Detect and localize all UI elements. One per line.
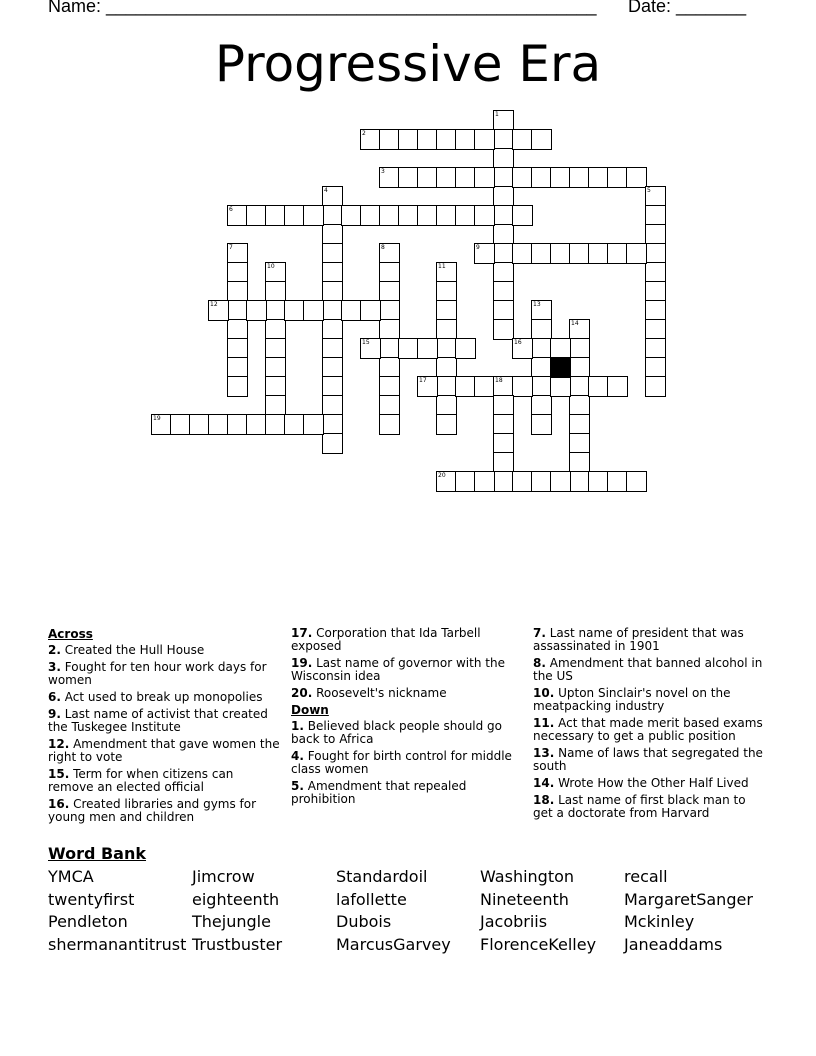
grid-cell-number: 11 [438,263,446,270]
grid-cell-number: 9 [476,244,480,251]
grid-cell[interactable] [493,471,514,492]
grid-cell[interactable] [607,471,628,492]
crossword-grid [0,0,816,500]
grid-cell[interactable] [227,338,248,359]
grid-cell[interactable] [303,205,324,226]
word-bank-item: eighteenth [192,889,280,909]
grid-cell[interactable] [417,167,438,188]
grid-cell[interactable] [531,471,552,492]
grid-cell[interactable] [246,205,267,226]
across-heading: Across [48,627,93,641]
grid-cell[interactable] [550,243,571,264]
word-bank-item: Standardoil [336,867,428,886]
word-bank-item: shermanantitrust [48,935,187,955]
grid-cell[interactable] [531,243,552,264]
name-field: Name: _________________________________________________ [48,0,597,16]
grid-cell[interactable] [569,167,590,188]
grid-cell[interactable] [227,319,248,340]
grid-cell[interactable] [265,205,286,226]
grid-cell[interactable] [569,452,590,473]
grid-cell[interactable] [322,376,343,397]
grid-cell[interactable] [417,205,438,226]
grid-cell[interactable] [645,186,666,207]
grid-cell-number: 2 [362,130,366,137]
grid-cell[interactable] [493,452,514,473]
grid-cell[interactable] [493,224,514,245]
grid-cell[interactable] [645,281,666,302]
grid-cell[interactable] [455,338,476,359]
grid-cell[interactable] [379,262,400,283]
grid-cell[interactable] [645,338,666,359]
grid-cell[interactable] [360,129,381,150]
word-bank-item: recall [624,867,668,886]
grid-cell[interactable] [645,205,666,226]
grid-cell[interactable] [569,243,590,264]
clue-across-12: 12. Amendment that gave women the right to vote [48,737,280,764]
grid-cell[interactable] [265,338,286,359]
clue-down-7: 7. Last name of president that was assassinated in 1901 [533,626,744,653]
grid-cell[interactable] [474,243,495,264]
grid-cell[interactable] [531,414,552,435]
grid-cell[interactable] [379,414,400,435]
grid-cell[interactable] [512,376,533,397]
grid-cell[interactable] [284,205,305,226]
clue-down-14: 14. Wrote How the Other Half Lived [533,776,749,790]
grid-cell[interactable] [265,262,286,283]
grid-cell[interactable] [246,300,267,321]
grid-cell[interactable] [436,338,457,359]
grid-cell[interactable] [645,224,666,245]
word-bank-item: Jacobriis [480,912,548,932]
grid-cell[interactable] [379,243,400,264]
grid-cell[interactable] [607,167,628,188]
grid-cell[interactable] [550,376,571,397]
grid-cell-number: 18 [495,377,503,384]
grid-cell[interactable] [322,338,343,359]
clue-down-11: 11. Act that made merit based exams necessary to get a public position [533,716,763,743]
word-bank-item: Janeaddams [624,935,723,955]
grid-cell[interactable] [322,243,343,264]
grid-cell[interactable] [322,300,343,321]
grid-cell[interactable] [322,357,343,378]
grid-cell[interactable] [493,148,514,169]
clue-column-3 [533,627,765,824]
grid-cell[interactable] [436,300,457,321]
grid-cell[interactable] [436,167,457,188]
grid-cell[interactable] [645,357,666,378]
grid-cell[interactable] [588,376,609,397]
grid-cell[interactable] [227,376,248,397]
grid-cell[interactable] [436,205,457,226]
word-bank-title: Word Bank [48,844,147,863]
grid-cell[interactable] [493,167,514,188]
grid-cell[interactable] [512,167,533,188]
grid-cell[interactable] [341,205,362,226]
grid-cell[interactable] [626,167,647,188]
grid-cell[interactable] [322,319,343,340]
grid-cell[interactable] [531,395,552,416]
grid-cell-number: 19 [153,415,161,422]
grid-cell[interactable] [208,414,229,435]
grid-cell[interactable] [645,319,666,340]
grid-cell[interactable] [493,281,514,302]
clue-across-20: 20. Roosevelt's nickname [291,686,447,700]
clue-across-17: 17. Corporation that Ida Tarbell exposed [291,626,481,653]
clue-across-6: 6. Act used to break up monopolies [48,690,263,704]
grid-cell[interactable] [436,129,457,150]
grid-cell[interactable] [398,338,419,359]
grid-cell-number: 3 [381,168,385,175]
word-bank-item: Thejungle [192,912,271,932]
grid-cell-number: 15 [362,339,370,346]
grid-cell[interactable] [493,205,514,226]
word-bank-item: Mckinley [624,912,695,932]
grid-cell[interactable] [227,243,248,264]
grid-cell[interactable] [360,300,381,321]
clue-across-3: 3. Fought for ten hour work days for women [48,660,267,687]
grid-cell[interactable] [436,281,457,302]
grid-cell[interactable] [626,243,647,264]
grid-cell[interactable] [246,414,267,435]
word-bank-item: MarcusGarvey [336,935,451,955]
grid-cell[interactable] [588,243,609,264]
grid-cell-number: 12 [210,301,218,308]
clue-down-8: 8. Amendment that banned alcohol in the US [533,656,763,683]
grid-cell[interactable] [569,319,590,340]
grid-cell[interactable] [151,414,172,435]
grid-cell[interactable] [322,433,343,454]
grid-cell[interactable] [531,357,552,378]
grid-cell[interactable] [379,357,400,378]
grid-cell-number: 16 [514,339,522,346]
grid-cell[interactable] [474,376,495,397]
grid-cell[interactable] [569,414,590,435]
grid-cell[interactable] [379,395,400,416]
grid-cell[interactable] [265,300,286,321]
grid-cell-number: 17 [419,377,427,384]
grid-cell[interactable] [645,300,666,321]
grid-cell[interactable] [493,300,514,321]
grid-cell[interactable] [645,243,666,264]
grid-cell[interactable] [569,376,590,397]
word-bank-item: MargaretSanger [624,889,753,909]
date-field: Date: _______ [628,0,747,16]
clue-down-13: 13. Name of laws that segregated the south [533,746,763,773]
grid-cell[interactable] [322,205,343,226]
grid-cell[interactable] [512,243,533,264]
grid-cell[interactable] [379,281,400,302]
clue-across-2: 2. Created the Hull House [48,643,205,657]
clue-column-2 [291,627,523,810]
grid-cell[interactable] [569,433,590,454]
clue-down-4: 4. Fought for birth control for middle class women [291,749,512,776]
grid-cell[interactable] [569,357,590,378]
grid-black-cell [550,357,571,378]
grid-cell[interactable] [398,167,419,188]
grid-cell-number: 4 [324,187,328,194]
grid-cell[interactable] [265,357,286,378]
grid-cell[interactable] [493,186,514,207]
grid-cell[interactable] [569,338,590,359]
grid-cell[interactable] [493,433,514,454]
grid-cell[interactable] [322,224,343,245]
word-bank-item: Nineteenth [480,889,569,909]
grid-cell-number: 6 [229,206,233,213]
grid-cell[interactable] [493,243,514,264]
clue-column-1 [48,627,280,828]
grid-cell[interactable] [417,338,438,359]
clue-across-19: 19. Last name of governor with the Wisconsin idea [291,656,505,683]
grid-cell[interactable] [588,471,609,492]
grid-cell[interactable] [265,414,286,435]
grid-cell[interactable] [550,471,571,492]
page-title: Progressive Era [214,35,602,93]
grid-cell[interactable] [531,167,552,188]
grid-cell[interactable] [474,129,495,150]
grid-cell[interactable] [455,471,476,492]
grid-cell[interactable] [569,471,590,492]
grid-cell-number: 13 [533,301,541,308]
grid-cell[interactable] [303,414,324,435]
grid-cell[interactable] [322,186,343,207]
grid-cell-number: 1 [495,111,499,118]
grid-cell[interactable] [493,129,514,150]
grid-cell[interactable] [474,471,495,492]
grid-cell[interactable] [607,376,628,397]
grid-cell[interactable] [417,129,438,150]
grid-cell[interactable] [436,262,457,283]
grid-cell[interactable] [379,319,400,340]
grid-cell-number: 8 [381,244,385,251]
grid-cell-number: 20 [438,472,446,479]
grid-cell-number: 10 [267,263,275,270]
grid-cell[interactable] [512,338,533,359]
clue-down-10: 10. Upton Sinclair's novel on the meatpacking industry [533,686,731,713]
grid-cell[interactable] [436,357,457,378]
word-bank-item: Jimcrow [192,867,255,886]
grid-cell[interactable] [493,414,514,435]
grid-cell[interactable] [398,129,419,150]
grid-cell[interactable] [360,338,381,359]
grid-cell[interactable] [322,414,343,435]
grid-cell[interactable] [227,300,248,321]
clue-down-1: 1. Believed black people should go back to Africa [291,719,503,746]
grid-cell[interactable] [303,300,324,321]
grid-cell[interactable] [436,376,457,397]
grid-cell[interactable] [493,319,514,340]
grid-cell[interactable] [474,167,495,188]
grid-cell[interactable] [455,205,476,226]
grid-cell[interactable] [322,262,343,283]
word-bank-item: FlorenceKelley [480,935,597,955]
grid-cell[interactable] [227,414,248,435]
clue-across-16: 16. Created libraries and gyms for young men and children [48,797,257,824]
grid-cell[interactable] [322,281,343,302]
grid-cell[interactable] [531,300,552,321]
grid-cell[interactable] [227,262,248,283]
grid-cell[interactable] [493,376,514,397]
grid-cell[interactable] [227,205,248,226]
grid-cell[interactable] [531,338,552,359]
grid-cell[interactable] [455,129,476,150]
grid-cell[interactable] [379,338,400,359]
grid-cell[interactable] [360,205,381,226]
grid-cell[interactable] [227,281,248,302]
grid-cell[interactable] [645,262,666,283]
grid-cell[interactable] [512,471,533,492]
grid-cell[interactable] [550,167,571,188]
word-bank-item: lafollette [336,889,407,909]
grid-cell[interactable] [436,471,457,492]
grid-cell[interactable] [493,262,514,283]
grid-cell[interactable] [322,395,343,416]
grid-cell[interactable] [265,281,286,302]
grid-cell[interactable] [379,300,400,321]
grid-cell[interactable] [417,376,438,397]
grid-cell[interactable] [455,376,476,397]
grid-cell[interactable] [493,110,514,131]
grid-cell[interactable] [512,129,533,150]
grid-cell[interactable] [436,395,457,416]
clue-down-18: 18. Last name of first black man to get a doctorate from Harvard [533,793,746,820]
grid-cell[interactable] [531,129,552,150]
grid-cell[interactable] [265,319,286,340]
clue-across-15: 15. Term for when citizens can remove an elected official [48,767,234,794]
grid-cell[interactable] [588,167,609,188]
grid-cell[interactable] [265,376,286,397]
down-heading: Down [291,703,329,717]
grid-cell[interactable] [284,414,305,435]
word-bank-item: Washington [480,867,575,886]
grid-cell[interactable] [493,395,514,416]
word-bank [48,866,768,957]
word-bank-item: Dubois [336,912,392,932]
grid-cell[interactable] [645,376,666,397]
grid-cell[interactable] [189,414,210,435]
grid-cell[interactable] [436,319,457,340]
grid-cell-number: 14 [571,320,579,327]
grid-cell[interactable] [379,376,400,397]
word-bank-item: YMCA [48,867,94,886]
grid-cell-number: 7 [229,244,233,251]
grid-cell[interactable] [531,319,552,340]
clue-across-9: 9. Last name of activist that created the Tuskegee Institute [48,707,268,734]
grid-cell[interactable] [227,357,248,378]
grid-cell[interactable] [436,414,457,435]
grid-cell[interactable] [284,300,305,321]
grid-cell[interactable] [379,129,400,150]
grid-cell[interactable] [626,471,647,492]
grid-cell[interactable] [455,167,476,188]
grid-cell[interactable] [512,205,533,226]
grid-cell[interactable] [569,395,590,416]
grid-cell[interactable] [379,167,400,188]
grid-cell[interactable] [550,338,571,359]
grid-cell[interactable] [531,376,552,397]
grid-cell[interactable] [208,300,229,321]
word-bank-item: Trustbuster [192,935,283,955]
grid-cell[interactable] [170,414,191,435]
grid-cell[interactable] [341,300,362,321]
grid-cell[interactable] [379,205,400,226]
grid-cell[interactable] [265,395,286,416]
clue-down-5: 5. Amendment that repealed prohibition [291,779,467,806]
grid-cell-number: 5 [647,187,651,194]
grid-cell[interactable] [474,205,495,226]
grid-cell[interactable] [607,243,628,264]
word-bank-item: twentyfirst [48,889,135,909]
grid-cell[interactable] [398,205,419,226]
word-bank-item: Pendleton [48,912,128,932]
